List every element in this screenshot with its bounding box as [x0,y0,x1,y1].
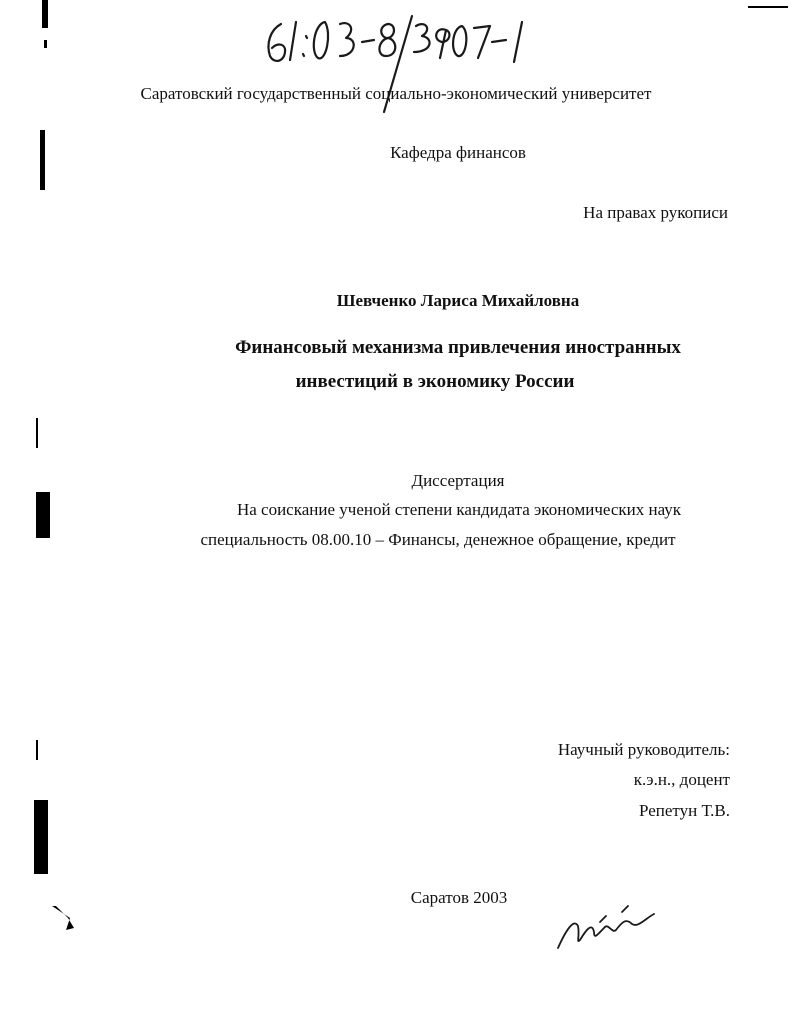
signature-scribble [558,906,654,948]
scan-edge-marks [34,0,788,930]
degree-line: На соискание ученой степени кандидата экономических наук [236,500,682,519]
supervisor-name: Репетун Т.В. [639,801,730,820]
city-year: Саратов 2003 [410,888,508,907]
supervisor-label: Научный руководитель: [557,740,730,759]
specialty-line: специальность 08.00.10 – Финансы, денежное обращение, кредит [200,530,676,549]
title-line-1: Финансовый механизма привлечения иностранных [235,337,681,358]
university-name: Саратовский государственный социально-экономический университет [140,84,652,103]
title-line-2: инвестиций в экономику России [295,371,575,392]
supervisor-degree: к.э.н., доцент [633,770,730,789]
author-name: Шевченко Лариса Михайловна [336,291,580,310]
document-type: Диссертация [411,471,505,490]
manuscript-note: На правах рукописи [583,203,728,222]
department-name: Кафедра финансов [390,143,526,162]
